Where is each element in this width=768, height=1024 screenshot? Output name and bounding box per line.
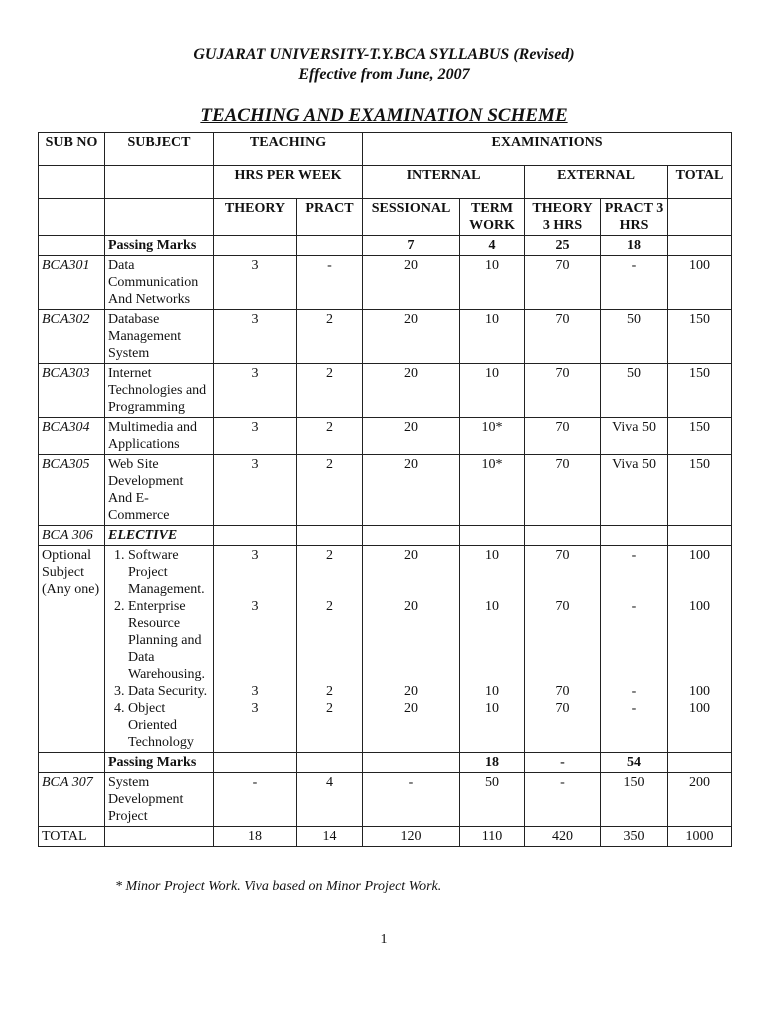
subject-name: System Development Project — [105, 773, 214, 827]
pract-hrs: 2 — [297, 418, 363, 455]
col-external: EXTERNAL — [525, 166, 668, 199]
ext-theory-marks: 70 — [525, 418, 601, 455]
term-work-marks: 10 — [460, 256, 525, 310]
sessional-marks: 20 — [363, 310, 460, 364]
col-theory: THEORY — [214, 199, 297, 236]
total-label: TOTAL — [39, 827, 105, 847]
subject-name: Web Site Development And E-Commerce — [105, 455, 214, 526]
term-work-marks: 50 — [460, 773, 525, 827]
theory-hrs: 3 — [214, 310, 297, 364]
col-internal: INTERNAL — [363, 166, 525, 199]
theory-hrs: 3 — [214, 256, 297, 310]
optional-ext-pract: - - - - — [601, 546, 668, 753]
scheme-title: TEACHING AND EXAMINATION SCHEME — [200, 105, 568, 126]
elective-label: ELECTIVE — [105, 526, 214, 546]
subject-code: BCA302 — [39, 310, 105, 364]
pract-hrs: 2 — [297, 455, 363, 526]
passing-term: 4 — [460, 236, 525, 256]
total-pract: 14 — [297, 827, 363, 847]
col-examinations: EXAMINATIONS — [363, 133, 732, 166]
optional-item: 2. Enterprise Resource Planning and Data Warehousing. — [128, 598, 210, 683]
optional-sessional: 20 20 20 20 — [363, 546, 460, 753]
total-marks: 200 — [668, 773, 732, 827]
ext-pract-marks: Viva 50 — [601, 418, 668, 455]
sessional-marks: 20 — [363, 455, 460, 526]
term-work-marks: 10* — [460, 418, 525, 455]
pract-hrs: - — [297, 256, 363, 310]
ext-pract-marks: Viva 50 — [601, 455, 668, 526]
col-term-work: TERM WORK — [460, 199, 525, 236]
elective-code: BCA 306 — [39, 526, 105, 546]
subject-name: Data Communication And Networks — [105, 256, 214, 310]
optional-label: Optional Subject (Any one) — [39, 546, 105, 753]
optional-term: 10 10 10 10 — [460, 546, 525, 753]
scheme-table — [38, 132, 732, 847]
sessional-marks: 20 — [363, 418, 460, 455]
passing-term: 18 — [460, 753, 525, 773]
optional-subjects-row — [39, 546, 732, 753]
subject-code: BCA303 — [39, 364, 105, 418]
passing-marks-row-2 — [39, 753, 732, 773]
total-ext-theory: 420 — [525, 827, 601, 847]
sessional-marks: - — [363, 773, 460, 827]
passing-marks-label: Passing Marks — [105, 236, 214, 256]
subject-code: BCA304 — [39, 418, 105, 455]
theory-hrs: 3 — [214, 455, 297, 526]
term-work-marks: 10* — [460, 455, 525, 526]
page-number: 1 — [380, 932, 388, 947]
optional-total: 100 100 100 100 — [668, 546, 732, 753]
col-sub-no: SUB NO — [39, 133, 105, 166]
total-sessional: 120 — [363, 827, 460, 847]
col-hrs-per-week: HRS PER WEEK — [214, 166, 363, 199]
optional-ext-theory: 70 70 70 70 — [525, 546, 601, 753]
table-row — [39, 256, 732, 310]
col-teaching: TEACHING — [214, 133, 363, 166]
total-marks: 100 — [668, 256, 732, 310]
ext-theory-marks: 70 — [525, 310, 601, 364]
header-row-1 — [39, 133, 732, 166]
footnote: * Minor Project Work. Viva based on Minor Project Work. — [115, 879, 442, 894]
theory-hrs: - — [214, 773, 297, 827]
total-ext-pract: 350 — [601, 827, 668, 847]
total-marks: 150 — [668, 364, 732, 418]
subject-code: BCA301 — [39, 256, 105, 310]
optional-item: 3. Data Security. — [128, 683, 210, 700]
ext-pract-marks: - — [601, 256, 668, 310]
ext-pract-marks: 50 — [601, 310, 668, 364]
table-row — [39, 455, 732, 526]
pract-hrs: 4 — [297, 773, 363, 827]
grand-total: 1000 — [668, 827, 732, 847]
ext-theory-marks: - — [525, 773, 601, 827]
optional-item: 4. Object Oriented Technology — [128, 700, 210, 751]
total-marks: 150 — [668, 310, 732, 364]
optional-pract: 2 2 2 2 — [297, 546, 363, 753]
ext-theory-marks: 70 — [525, 364, 601, 418]
theory-hrs: 3 — [214, 364, 297, 418]
total-term: 110 — [460, 827, 525, 847]
ext-theory-marks: 70 — [525, 455, 601, 526]
passing-theory: - — [525, 753, 601, 773]
passing-marks-label: Passing Marks — [105, 753, 214, 773]
header-row-2 — [39, 166, 732, 199]
passing-pract: 18 — [601, 236, 668, 256]
subject-name: Internet Technologies and Programming — [105, 364, 214, 418]
passing-sessional: 7 — [363, 236, 460, 256]
sessional-marks: 20 — [363, 256, 460, 310]
total-marks: 150 — [668, 418, 732, 455]
subject-name: Database Management System — [105, 310, 214, 364]
table-row — [39, 364, 732, 418]
term-work-marks: 10 — [460, 364, 525, 418]
total-theory: 18 — [214, 827, 297, 847]
optional-item: 1. Software Project Management. — [128, 547, 210, 598]
optional-list — [105, 546, 214, 753]
theory-hrs: 3 — [214, 418, 297, 455]
col-subject: SUBJECT — [105, 133, 214, 166]
ext-pract-marks: 50 — [601, 364, 668, 418]
subject-code: BCA 307 — [39, 773, 105, 827]
table-row — [39, 418, 732, 455]
subject-code: BCA305 — [39, 455, 105, 526]
col-ext-theory: THEORY 3 HRS — [525, 199, 601, 236]
term-work-marks: 10 — [460, 310, 525, 364]
sessional-marks: 20 — [363, 364, 460, 418]
pract-hrs: 2 — [297, 364, 363, 418]
passing-pract: 54 — [601, 753, 668, 773]
col-total: TOTAL — [668, 166, 732, 199]
elective-row — [39, 526, 732, 546]
col-sessional: SESSIONAL — [363, 199, 460, 236]
table-row — [39, 310, 732, 364]
passing-marks-row — [39, 236, 732, 256]
col-pract: PRACT — [297, 199, 363, 236]
optional-theory: 3 3 3 3 — [214, 546, 297, 753]
table-row — [39, 773, 732, 827]
pract-hrs: 2 — [297, 310, 363, 364]
col-ext-pract: PRACT 3 HRS — [601, 199, 668, 236]
total-marks: 150 — [668, 455, 732, 526]
header-row-3 — [39, 199, 732, 236]
university-title: GUJARAT UNIVERSITY-T.Y.BCA SYLLABUS (Revised) — [193, 46, 575, 63]
total-row — [39, 827, 732, 847]
effective-date: Effective from June, 2007 — [298, 66, 470, 83]
ext-pract-marks: 150 — [601, 773, 668, 827]
subject-name: Multimedia and Applications — [105, 418, 214, 455]
ext-theory-marks: 70 — [525, 256, 601, 310]
passing-theory: 25 — [525, 236, 601, 256]
